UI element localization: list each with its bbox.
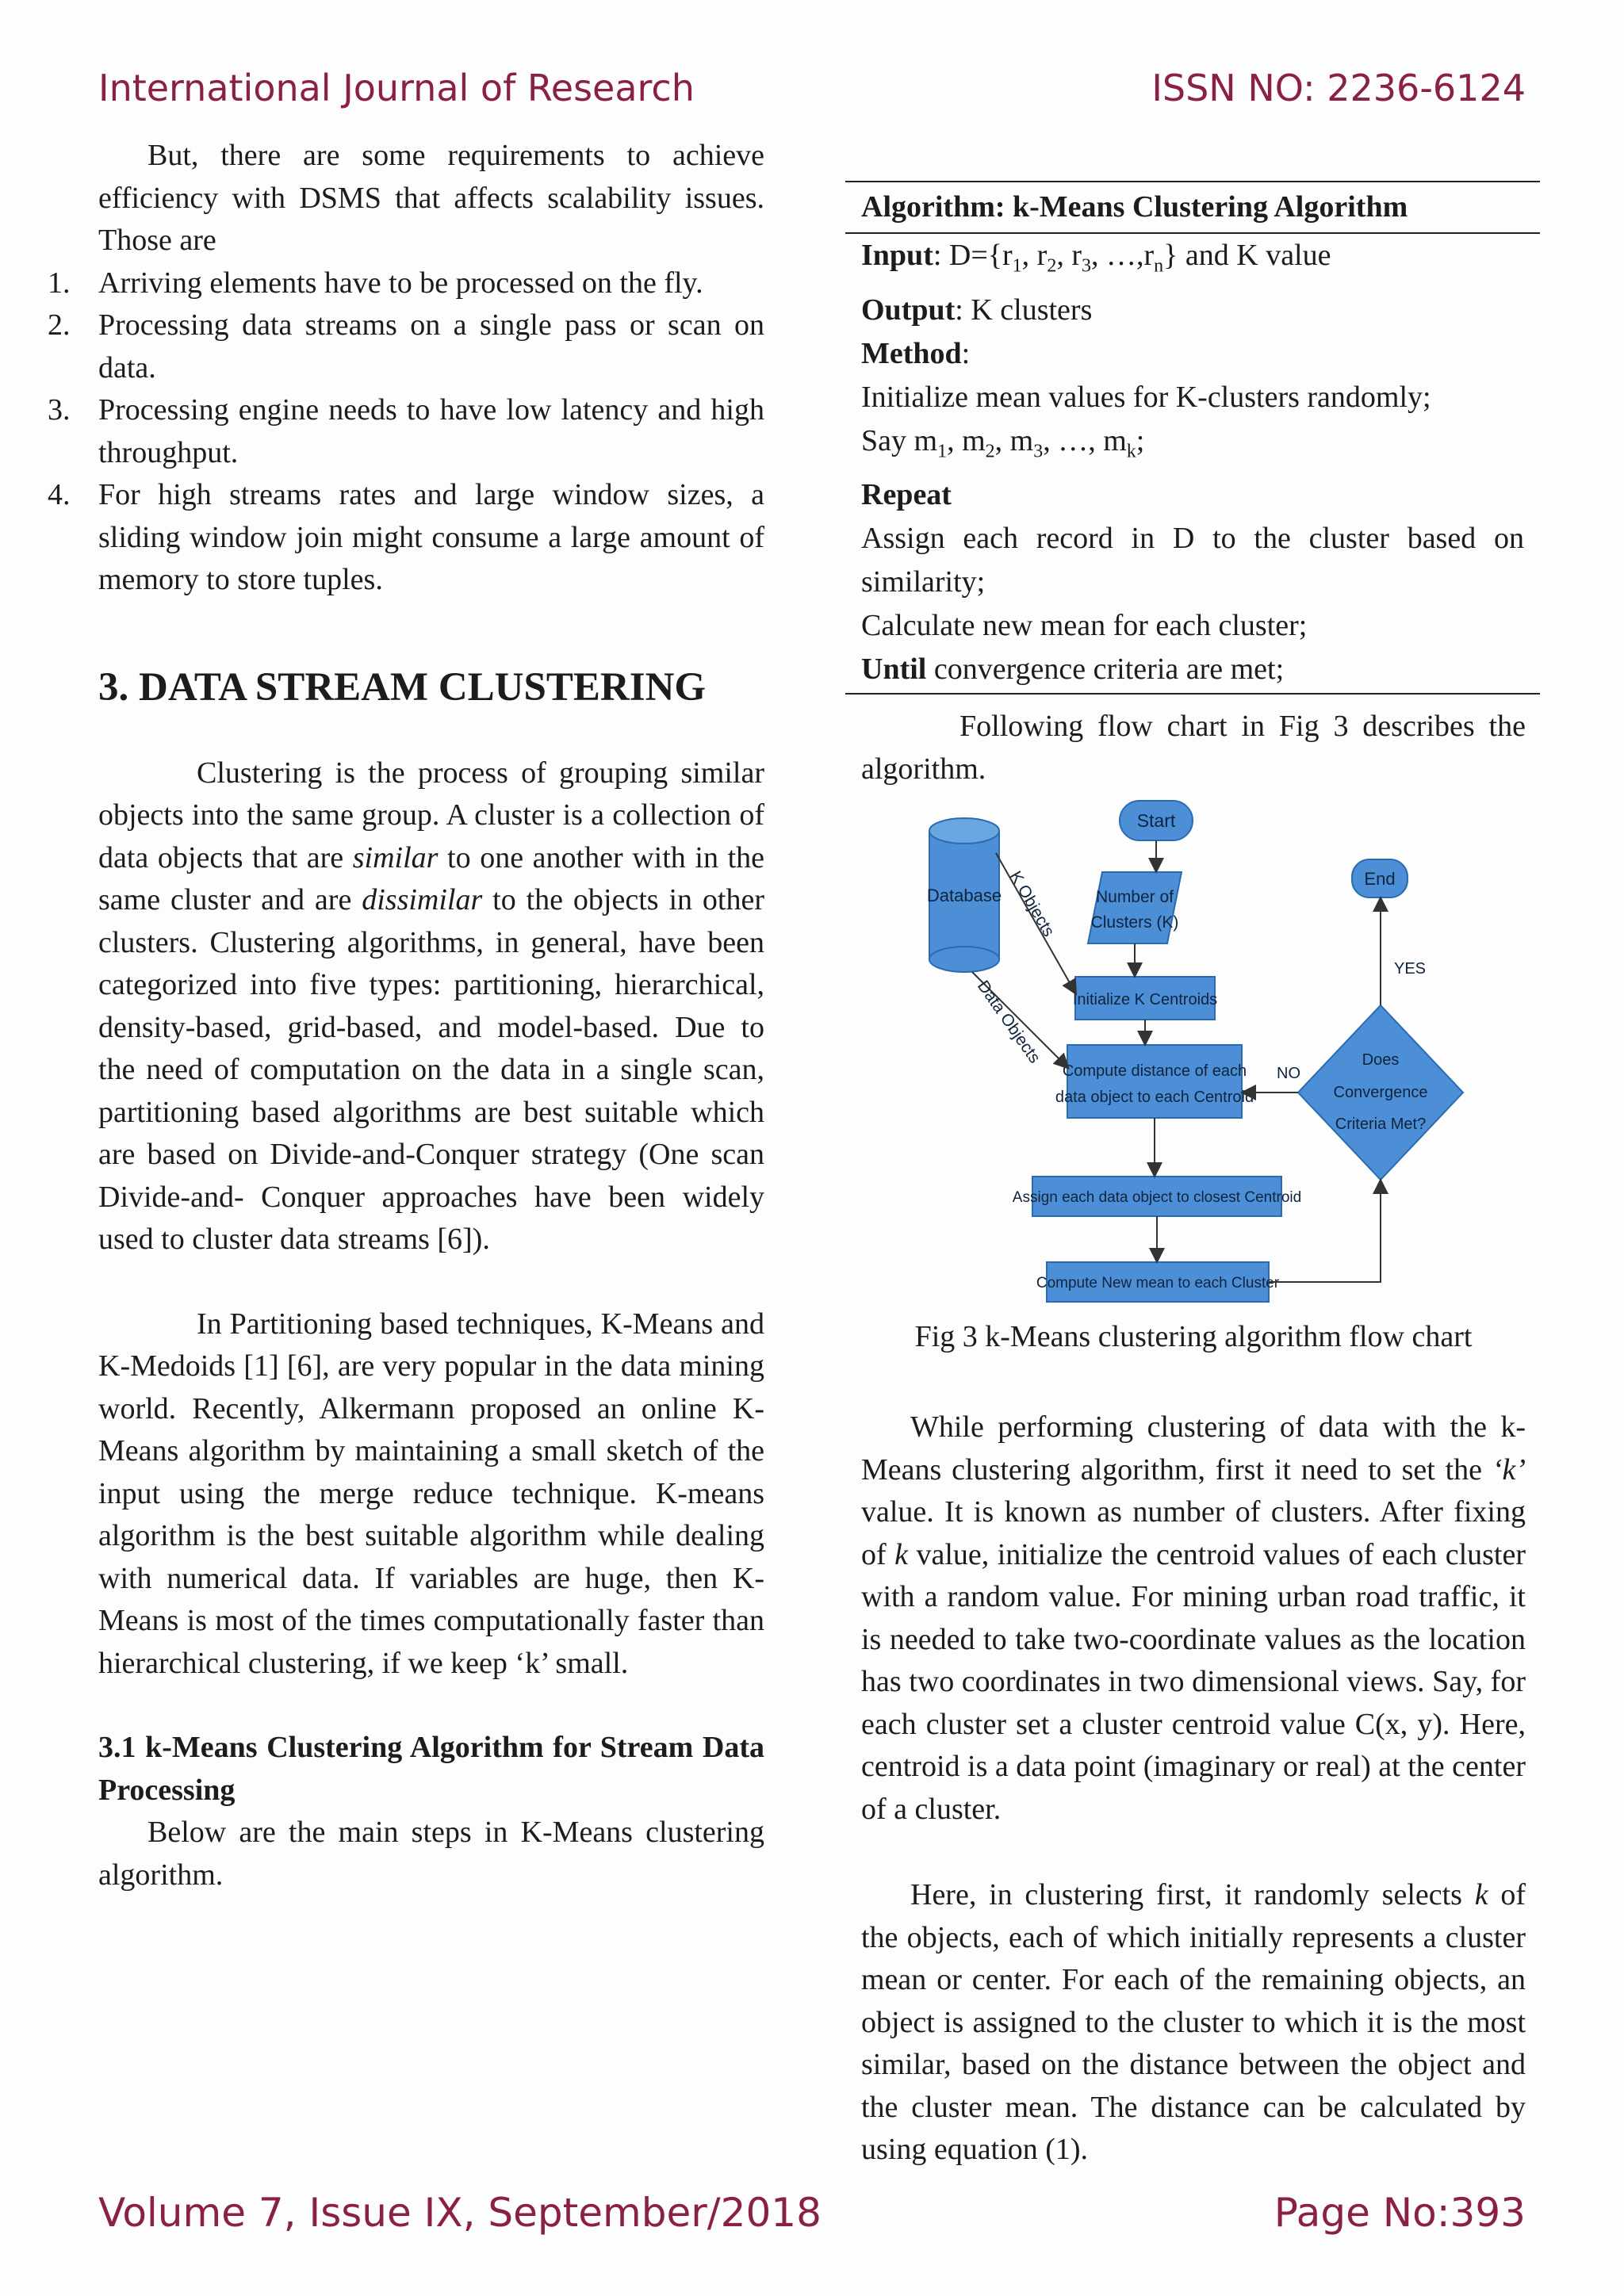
footer-volume: Volume 7, Issue IX, September/2018	[98, 2190, 822, 2236]
partitioning-paragraph: In Partitioning based techniques, K-Means and K-Medoids [1] [6], are very popular in the data mining world. Recently, Alkermann proposed an online K-Means algorithm by maintaining a small sketch of the input using the merge reduce technique. K-means algorithm is the best suitable algorithm while dealing with numerical data. If variables are huge, then K-Means is most of the times computationally faster than hierarchical clustering, if we keep ‘k’ small.	[98, 1307, 764, 1680]
compute-distance-label-2: data object to each Centroid	[1055, 1089, 1254, 1106]
compute-distance-node	[1067, 1045, 1242, 1118]
algorithm-assign: Assign each record in D to the cluster based on similarity;	[861, 522, 1524, 599]
init-centroids-label: Initialize K Centroids	[1072, 991, 1218, 1008]
list-item	[48, 474, 764, 602]
list-item	[48, 389, 764, 474]
algorithm-input: Input: $D=\{r_1$, $r_2$, $r_3$, $\dots,r_n$} and K value	[861, 239, 1331, 277]
algorithm-title: Algorithm: k-Means Clustering Algorithm	[845, 181, 1540, 234]
list-number: 4.	[48, 478, 71, 511]
figure-caption: Fig 3 k-Means clustering algorithm flow chart	[914, 1320, 1473, 1353]
selection-paragraph: Here, in clustering first, it randomly selects k of the objects, each of which initially represents a cluster mean or center. For each of the remaining objects, an object is assigned to the cluster to which it is the most similar, based on the distance between the object and the cluster mean. The distance can be calculated by using equation (1).	[861, 1878, 1526, 2166]
data-objects-label: Data Objects	[973, 977, 1044, 1067]
algorithm-init: Initialize mean values for K-clusters randomly;	[861, 380, 1431, 414]
algorithm-body	[845, 234, 1540, 695]
list-text: Processing data streams on a single pass or scan on data.	[98, 308, 764, 385]
num-clusters-label-2: Clusters (K)	[1090, 913, 1179, 932]
list-number: 1.	[48, 266, 71, 300]
algorithm-output: Output: K clusters	[861, 293, 1093, 327]
start-label: Start	[1136, 810, 1176, 831]
issn: ISSN NO: 2236-6124	[1151, 67, 1526, 109]
k-term: k	[894, 1537, 908, 1571]
list-text: Arriving elements have to be processed on the fly.	[98, 266, 703, 300]
algorithm-calc: Calculate new mean for each cluster;	[861, 609, 1308, 643]
algorithm-until: Until convergence criteria are met;	[861, 652, 1285, 687]
algorithm-method: Method:	[861, 336, 971, 370]
list-number: 3.	[48, 393, 71, 427]
dissimilar-term: dissimilar	[362, 883, 483, 916]
list-item	[48, 304, 764, 389]
kmeans-paragraph: While performing clustering of data with the k-Means clustering algorithm, first it need to set the ‘k’ value. It is known as number of clusters. After fixing of k value, initialize the centroid values of each cluster with a random value. For mining urban road traffic, it is needed to take two-coordinate values as the location has two coordinates in two dimensional views. Say, for each cluster set a cluster centroid value C(x, y). Here, centroid is a data point (imaginary or real) at the center of a cluster.	[861, 1410, 1526, 1826]
decision-label-1: Does	[1362, 1051, 1400, 1069]
compute-mean-label: Compute New mean to each Cluster	[1036, 1275, 1280, 1292]
clustering-paragraph: Clustering is the process of grouping similar objects into the same group. A cluster is a collection of data objects that are similar to one another with in the same cluster and are dissimilar to the objects in other clusters. Clustering algorithms, in general, have been categorized into five types: partitioning, hierarchical, density-based, grid-based, and model-based. Due to the need of computation on the data in a single scan, partitioning based algorithms are best suitable which are based on Divide-and-Conquer strategy (One scan Divide-and- Conquer approaches have been widely used to cluster data streams [6]).	[98, 756, 764, 1256]
steps-paragraph: Below are the main steps in K-Means clustering algorithm.	[98, 1816, 764, 1892]
list-number: 2.	[48, 308, 71, 342]
requirements-list	[48, 262, 764, 602]
decision-label-3: Criteria Met?	[1335, 1115, 1427, 1133]
list-item	[48, 262, 764, 305]
flowchart	[920, 793, 1491, 1316]
num-clusters-label-1: Number of	[1095, 888, 1174, 906]
no-label: NO	[1277, 1065, 1300, 1082]
decision-label-2: Convergence	[1333, 1084, 1428, 1101]
section-heading: 3. DATA STREAM CLUSTERING	[98, 664, 707, 710]
algorithm-box	[845, 181, 1540, 695]
flow-intro: Following flow chart in Fig 3 describes the algorithm.	[861, 710, 1526, 786]
database-label: Database	[926, 886, 1002, 905]
list-text: For high streams rates and large window sizes, a sliding window join might consume a large amount of memory to store tuples.	[98, 478, 764, 596]
similar-term: similar	[352, 840, 439, 874]
algorithm-say: Say $m_1$, $m_2$, $m_3$, …, $m_k$;	[861, 423, 1145, 462]
list-text: Processing engine needs to have low latency and high throughput.	[98, 393, 764, 469]
left-column	[48, 135, 764, 1896]
footer-page: Page No:393	[1274, 2190, 1526, 2236]
end-label: End	[1364, 869, 1396, 889]
k-term: k	[1474, 1878, 1488, 1911]
compute-distance-label-1: Compute distance of each	[1062, 1062, 1247, 1080]
k-term: ‘k’	[1492, 1452, 1526, 1487]
num-clusters-node	[1088, 872, 1182, 943]
k-objects-label: K Objects	[1005, 868, 1059, 940]
intro-paragraph: But, there are some requirements to achieve efficiency with DSMS that affects scalability issues. Those are	[98, 139, 764, 257]
algorithm-repeat: Repeat	[861, 478, 952, 512]
assign-label: Assign each data object to closest Centroid	[1012, 1189, 1302, 1206]
yes-label: YES	[1394, 960, 1427, 978]
subsection-heading: 3.1 k-Means Clustering Algorithm for Stream Data Processing	[98, 1731, 764, 1807]
journal-title: International Journal of Research	[98, 67, 695, 109]
